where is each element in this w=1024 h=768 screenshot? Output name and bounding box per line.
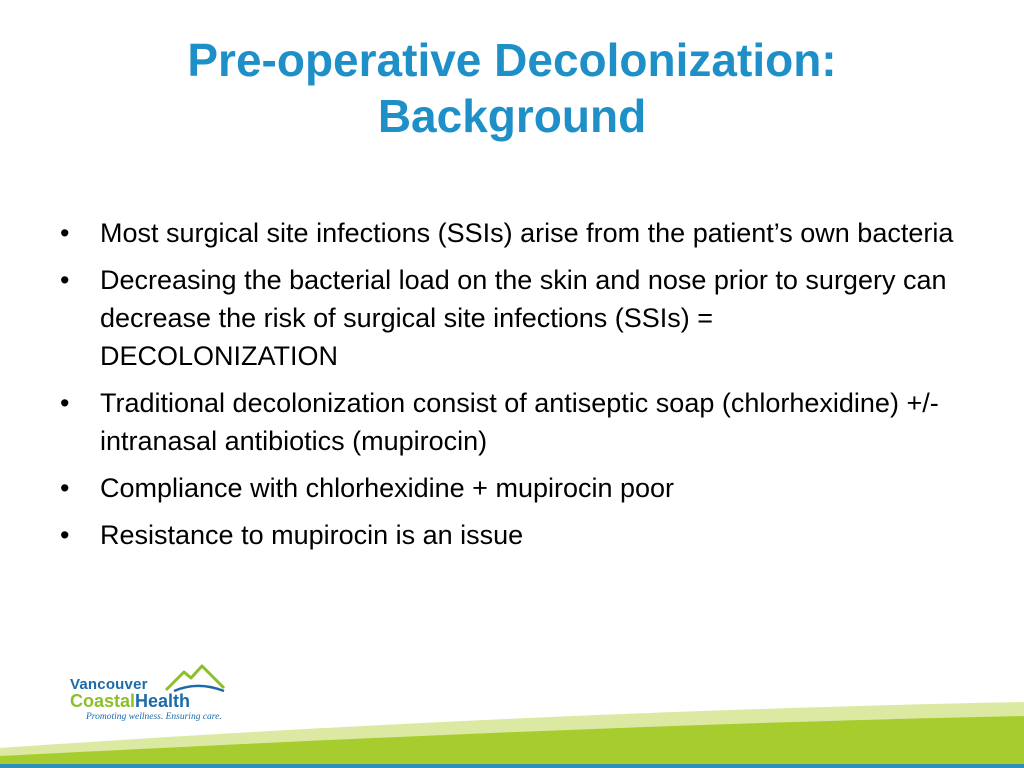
bullet-item — [58, 516, 958, 554]
slide-title-line-1: Pre-operative Decolonization: — [187, 34, 837, 86]
bullet-item — [58, 214, 958, 252]
bullet-marker: • — [60, 520, 70, 550]
footer-bottom-line — [0, 764, 1024, 768]
bullet-text: Resistance to mupirocin is an issue — [100, 520, 524, 550]
logo-text-vancouver: Vancouver — [70, 676, 148, 693]
bullet-marker: • — [60, 388, 70, 418]
mountain-icon — [164, 664, 226, 692]
logo-text-coastal: Coastal — [70, 691, 136, 711]
bullet-text: Most surgical site infections (SSIs) arise from the patient’s own bacteria — [100, 218, 954, 248]
bullet-item — [58, 384, 958, 460]
logo-text-coastal-health — [70, 691, 190, 712]
vch-logo — [68, 664, 238, 726]
bullet-marker: • — [60, 265, 70, 295]
bullet-marker: • — [60, 218, 70, 248]
logo-text-health: Health — [135, 691, 191, 711]
logo-tagline: Promoting wellness. Ensuring care. — [86, 712, 222, 722]
bullet-marker: • — [60, 473, 70, 503]
slide-title-line-2: Background — [377, 90, 647, 142]
bullet-item — [58, 261, 958, 375]
bullet-text: Compliance with chlorhexidine + mupirocin poor — [100, 473, 675, 503]
bullet-item — [58, 469, 958, 507]
bullet-list — [58, 214, 958, 563]
slide-title — [40, 32, 984, 144]
bullet-text: Decreasing the bacterial load on the skin and nose prior to surgery can decrease the risk of surgical site infections (SSIs) = DECOLONIZATION — [100, 265, 947, 371]
bullet-text: Traditional decolonization consist of antiseptic soap (chlorhexidine) +/- intranasal antibiotics (mupirocin) — [100, 388, 939, 456]
